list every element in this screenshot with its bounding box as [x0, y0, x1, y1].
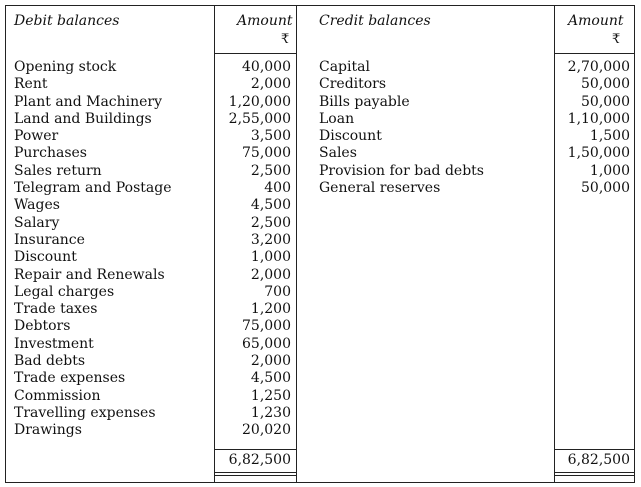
debit-row-name: Drawings [14, 422, 82, 439]
trial-balance-table [5, 5, 635, 483]
debit-row-name: Plant and Machinery [14, 93, 163, 110]
debit-row-name: Repair and Renewals [14, 266, 165, 283]
debit-row-amount: 65,000 [242, 335, 291, 352]
debit-row-name: Legal charges [14, 283, 115, 300]
debit-row-name: Debtors [14, 318, 71, 335]
credit-row-amount: 1,000 [589, 162, 630, 179]
debit-row-name: Sales return [14, 162, 102, 179]
debit-row-amount: 40,000 [242, 59, 291, 75]
credit-row-amount: 2,70,000 [567, 59, 630, 75]
credit-row-name: Provision for bad debts [319, 162, 484, 179]
credit-row-amount: 1,500 [589, 128, 630, 145]
rupee-symbol: ₹ [612, 32, 621, 47]
debit-row-amount: 400 [264, 180, 291, 197]
credit-amount-header: Amount [568, 13, 624, 29]
debit-row-amount: 2,000 [250, 353, 291, 370]
debit-row-name: Telegram and Postage [14, 180, 172, 197]
debit-row-amount: 3,500 [250, 128, 291, 145]
credit-total: 6,82,500 [567, 452, 630, 468]
debit-row-name: Trade taxes [14, 301, 98, 318]
credit-row-name: Sales [319, 145, 357, 162]
debit-row-amount: 2,000 [250, 76, 291, 93]
credit-row-amount: 50,000 [581, 76, 630, 93]
debit-row-amount: 3,200 [250, 231, 291, 248]
debit-row-name: Discount [14, 249, 77, 266]
credit-row-name: Discount [319, 128, 382, 145]
debit-row-amount: 1,200 [250, 301, 291, 318]
debit-row-amount: 2,55,000 [228, 110, 291, 127]
debit-row-amount: 1,230 [250, 404, 291, 421]
debit-row-amount: 20,020 [242, 422, 291, 439]
credit-balances-header: Credit balances [319, 13, 431, 29]
credit-row-amount: 50,000 [581, 180, 630, 197]
debit-row-name: Salary [14, 214, 60, 231]
credit-row-name: Creditors [319, 76, 387, 93]
debit-row-name: Commission [14, 387, 101, 404]
credit-names-list [319, 59, 551, 197]
debit-row-amount: 700 [264, 283, 291, 300]
debit-row-amount: 75,000 [242, 318, 291, 335]
credit-row-amount: 1,50,000 [567, 145, 630, 162]
credit-row-name: General reserves [319, 180, 441, 197]
debit-row-amount: 1,20,000 [228, 93, 291, 110]
credit-row-name: Bills payable [319, 93, 410, 110]
debit-row-name: Insurance [14, 231, 85, 248]
credit-row-amount: 50,000 [581, 93, 630, 110]
debit-row-amount: 2,500 [250, 214, 291, 231]
credit-row-name: Loan [319, 110, 355, 127]
debit-row-name: Wages [14, 197, 60, 214]
credit-row-amount: 1,10,000 [567, 110, 630, 127]
debit-row-amount: 75,000 [242, 145, 291, 162]
debit-row-name: Opening stock [14, 59, 117, 75]
debit-balances-header: Debit balances [14, 13, 120, 29]
debit-total: 6,82,500 [228, 452, 291, 468]
debit-row-amount: 1,000 [250, 249, 291, 266]
debit-row-name: Purchases [14, 145, 87, 162]
credit-amounts-list [556, 59, 630, 197]
debit-row-amount: 2,500 [250, 162, 291, 179]
debit-names-list [14, 59, 210, 440]
debit-row-name: Trade expenses [14, 370, 126, 387]
debit-row-amount: 2,000 [250, 266, 291, 283]
debit-row-name: Bad debts [14, 353, 86, 370]
debit-amount-header: Amount [237, 13, 293, 29]
credit-row-name: Capital [319, 59, 370, 75]
debit-row-name: Land and Buildings [14, 110, 152, 127]
debit-row-name: Travelling expenses [14, 404, 156, 421]
debit-row-amount: 4,500 [250, 197, 291, 214]
debit-row-name: Investment [14, 335, 94, 352]
rupee-symbol: ₹ [281, 32, 290, 47]
debit-amounts-list [216, 59, 291, 440]
debit-row-name: Power [14, 128, 59, 145]
debit-row-name: Rent [14, 76, 48, 93]
debit-row-amount: 1,250 [250, 387, 291, 404]
debit-row-amount: 4,500 [250, 370, 291, 387]
